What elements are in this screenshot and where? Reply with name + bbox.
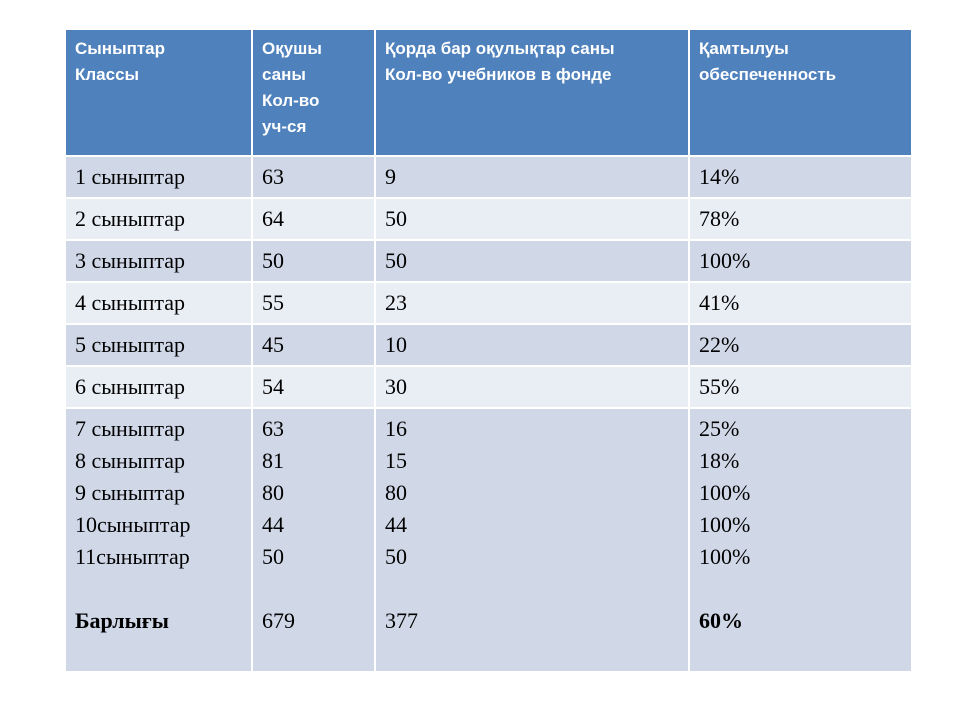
table-row [65, 366, 912, 408]
books-cell: 9 [375, 156, 689, 198]
total-books: 377 [385, 608, 418, 633]
table-row-group [65, 408, 912, 672]
books-cell: 50 [375, 198, 689, 240]
table-row [65, 324, 912, 366]
header-books: Қорда бар оқулықтар саны Кол-во учебников в фонде [375, 29, 689, 156]
coverage-cell: 14% [689, 156, 912, 198]
coverage-cell: 22% [689, 324, 912, 366]
books-group-cell: 16 15 80 44 50 377 [375, 408, 689, 672]
students-cell: 63 [252, 156, 375, 198]
students-cell: 45 [252, 324, 375, 366]
coverage-cell: 100% [689, 240, 912, 282]
header-row [65, 29, 912, 156]
header-students: Оқушы саны Кол-во уч-ся [252, 29, 375, 156]
class-cell: 3 сыныптар [65, 240, 252, 282]
table-row [65, 282, 912, 324]
textbook-supply-table [64, 28, 913, 673]
coverage-cell: 78% [689, 198, 912, 240]
header-classes: Сыныптар Классы [65, 29, 252, 156]
class-group-cell: 7 сыныптар 8 сыныптар 9 сыныптар 10сыныптар 11сыныптар Барлығы [65, 408, 252, 672]
class-cell: 6 сыныптар [65, 366, 252, 408]
books-cell: 50 [375, 240, 689, 282]
class-cell: 1 сыныптар [65, 156, 252, 198]
total-coverage: 60% [699, 608, 743, 633]
coverage-group-cell: 25% 18% 100% 100% 100% 60% [689, 408, 912, 672]
students-cell: 50 [252, 240, 375, 282]
students-cell: 55 [252, 282, 375, 324]
class-cell: 2 сыныптар [65, 198, 252, 240]
table-row [65, 240, 912, 282]
books-cell: 23 [375, 282, 689, 324]
books-cell: 30 [375, 366, 689, 408]
class-cell: 5 сыныптар [65, 324, 252, 366]
table-row [65, 156, 912, 198]
table-row [65, 198, 912, 240]
students-cell: 64 [252, 198, 375, 240]
total-students: 679 [262, 608, 295, 633]
students-cell: 54 [252, 366, 375, 408]
books-cell: 10 [375, 324, 689, 366]
class-cell: 4 сыныптар [65, 282, 252, 324]
header-coverage: Қамтылуы обеспеченность [689, 29, 912, 156]
coverage-cell: 55% [689, 366, 912, 408]
coverage-cell: 41% [689, 282, 912, 324]
students-group-cell: 63 81 80 44 50 679 [252, 408, 375, 672]
total-label: Барлығы [75, 608, 169, 633]
